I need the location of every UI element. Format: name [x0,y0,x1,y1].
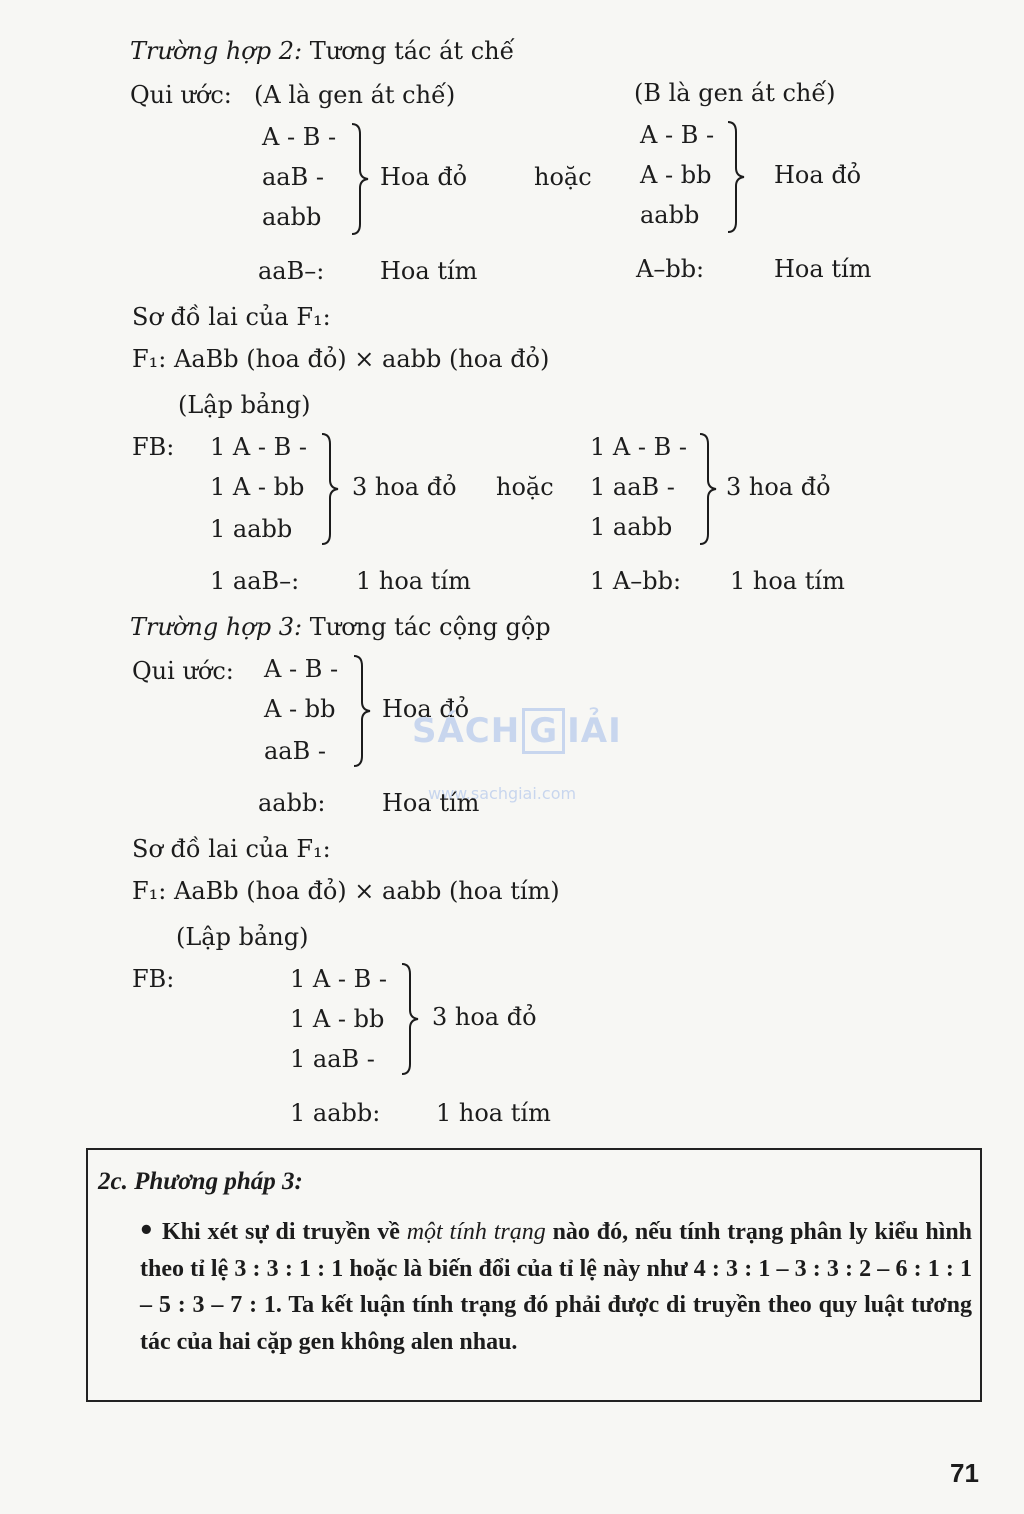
right-brace [318,432,340,546]
genotype: aabb: [258,789,326,817]
table-note: (Lập bảng) [178,391,311,419]
genotype: 1 aaB–: [210,567,300,595]
case2-title: Tương tác át chế [309,37,515,65]
genotype: aabb [640,201,700,229]
right-brace [398,962,420,1076]
phenotype: Hoa tím [380,257,478,285]
genotype: 1 aaB - [290,1045,375,1073]
case3-label: Trường hợp 3: [130,613,303,641]
phenotype: Hoa tím [774,255,872,283]
genotype: 1 aabb [590,513,673,541]
cross-line: F₁: AaBb (hoa đỏ) × aabb (hoa đỏ) [132,345,550,373]
genotype: A–bb: [636,255,705,283]
watermark-url: www.sachgiai.com [428,784,577,803]
diagram-title: Sơ đồ lai của F₁: [132,303,331,331]
method-emphasis: một tính trạng [406,1219,546,1245]
genotype: 1 A - bb [290,1005,385,1033]
right-brace [724,120,746,234]
case2-conv-label: Qui ước: [130,81,232,109]
case2-right-note: (B là gen át chế) [634,79,836,107]
genotype: 1 A - bb [210,473,305,501]
right-brace [696,432,718,546]
table-note: (Lập bảng) [176,923,309,951]
phenotype: Hoa đỏ [380,163,468,191]
or-text: hoặc [496,473,554,501]
phenotype: 3 hoa đỏ [432,1003,537,1031]
genotype: 1 aabb: [290,1099,381,1127]
case3-heading [130,612,551,642]
phenotype: 3 hoa đỏ [352,473,457,501]
phenotype: 3 hoa đỏ [726,473,831,501]
case2-heading [130,36,514,66]
watermark-logo: SÁCH G IẢI [412,708,622,754]
genotype: aabb [262,203,322,231]
genotype: 1 A - B - [590,433,687,461]
phenotype: 1 hoa tím [356,567,471,595]
genotype: 1 A - B - [210,433,307,461]
genotype: aaB - [264,737,326,765]
method-box [86,1148,982,1402]
case2-label: Trường hợp 2: [130,37,303,65]
page-number: 71 [950,1458,979,1488]
genotype: aaB - [262,163,324,191]
or-text: hoặc [534,163,592,191]
phenotype: 1 hoa tím [730,567,845,595]
phenotype: Hoa tím [382,789,480,817]
phenotype: Hoa đỏ [774,161,862,189]
genotype: A - B - [262,123,337,151]
case3-title: Tương tác cộng gộp [309,613,551,641]
cross-line: F₁: AaBb (hoa đỏ) × aabb (hoa tím) [132,877,560,905]
phenotype: 1 hoa tím [436,1099,551,1127]
genotype: 1 A - B - [290,965,387,993]
genotype: 1 aabb [210,515,293,543]
genotype: A - B - [640,121,715,149]
case2-left-note: (A là gen át chế) [254,81,456,109]
genotype: aaB–: [258,257,325,285]
genotype: A - bb [640,161,712,189]
watermark-box: G [522,708,565,754]
case3-conv-label: Qui ước: [132,657,234,685]
method-text: Khi xét sự di truyền về một tính trạng nào đó, nếu tính trạng phân ly kiểu hình theo tỉ lệ 3 : 3 : 1 : 1 hoặc là biến đổi của tỉ lệ này như 4 : 3 : 1 – 3 : 3 : 2 – 6 : 1 : 1 – 5 : 3 – 7 : 1. Ta kết luận tính trạng đó phải được di truyền theo quy luật tương tác của hai cặp gen không alen nhau. [140,1219,973,1355]
genotype: 1 aaB - [590,473,675,501]
right-brace [350,654,372,768]
method-title: 2c. Phương pháp 3: [98,1168,303,1195]
bullet-icon: • [138,1216,155,1246]
diagram-title: Sơ đồ lai của F₁: [132,835,331,863]
fb-label: FB: [132,965,175,993]
fb-label: FB: [132,433,175,461]
genotype: A - bb [264,695,336,723]
phenotype: Hoa đỏ [382,695,470,723]
genotype: A - B - [264,655,339,683]
genotype: 1 A–bb: [590,567,682,595]
right-brace [348,122,370,236]
